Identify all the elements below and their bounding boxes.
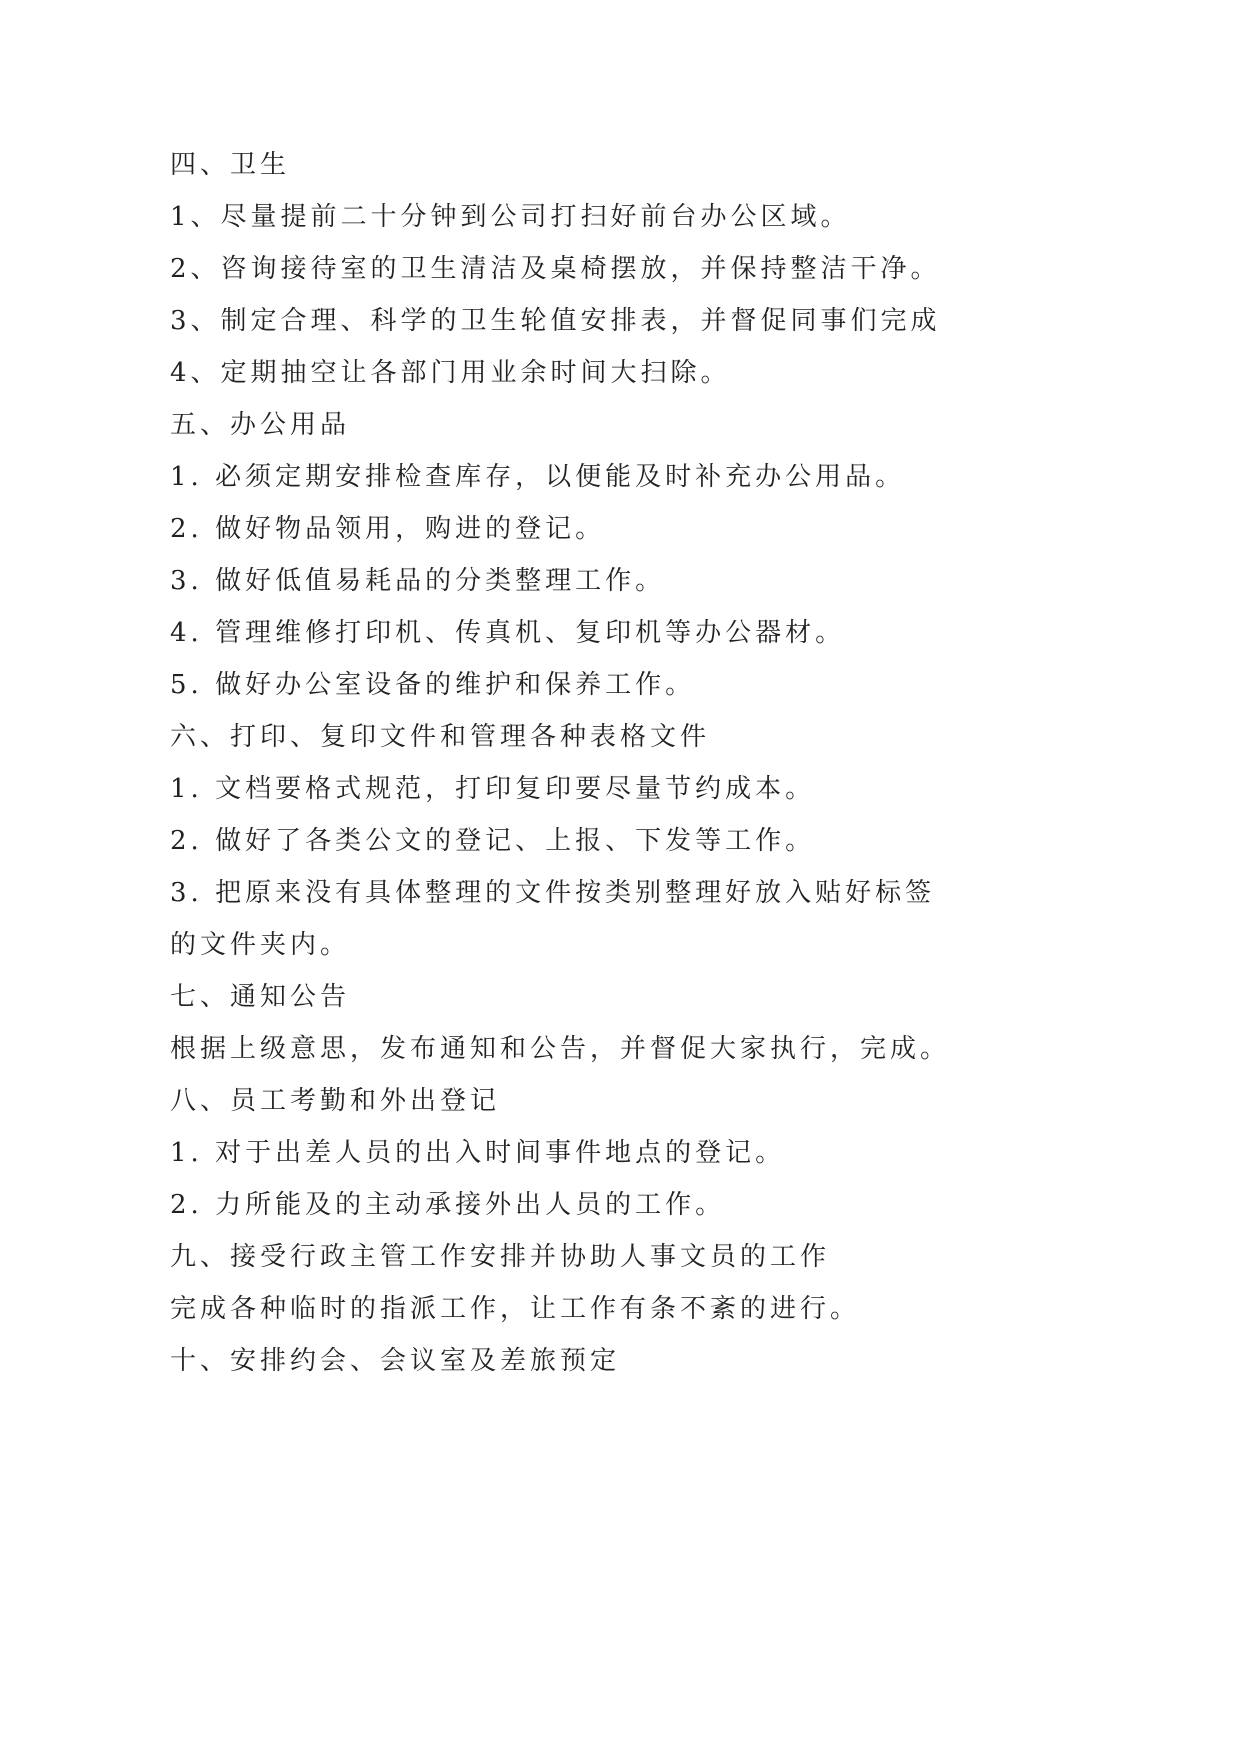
section-heading: 七、通知公告: [170, 982, 351, 1012]
list-item: 3. 把原来没有具体整理的文件按类别整理好放入贴好标签: [170, 878, 936, 908]
list-item: 1. 对于出差人员的出入时间事件地点的登记。: [170, 1138, 786, 1168]
list-item: 4、定期抽空让各部门用业余时间大扫除。: [170, 358, 731, 388]
list-item: 2、咨询接待室的卫生清洁及桌椅摆放，并保持整洁干净。: [170, 254, 941, 284]
list-item: 3. 做好低值易耗品的分类整理工作。: [170, 566, 666, 596]
section-admin-tasks: [170, 1231, 1170, 1335]
section-attendance: [170, 1075, 1170, 1231]
section-heading: 六、打印、复印文件和管理各种表格文件: [170, 722, 711, 752]
list-item: 完成各种临时的指派工作，让工作有条不紊的进行。: [170, 1294, 861, 1324]
section-office-supplies: [170, 399, 1170, 711]
section-heading: 五、办公用品: [170, 410, 351, 440]
section-notices: [170, 971, 1170, 1075]
section-heading: 十、安排约会、会议室及差旅预定: [170, 1346, 621, 1376]
list-item: 根据上级意思，发布通知和公告，并督促大家执行，完成。: [170, 1034, 951, 1064]
document-body: [170, 139, 1170, 1387]
section-hygiene: [170, 139, 1170, 399]
section-heading: 九、接受行政主管工作安排并协助人事文员的工作: [170, 1242, 831, 1272]
list-item: 1、尽量提前二十分钟到公司打扫好前台办公区域。: [170, 202, 851, 232]
section-heading: 四、卫生: [170, 150, 291, 180]
section-printing-documents: [170, 711, 1170, 971]
list-item: 2. 力所能及的主动承接外出人员的工作。: [170, 1190, 726, 1220]
section-heading: 八、员工考勤和外出登记: [170, 1086, 501, 1116]
list-item: 3、制定合理、科学的卫生轮值安排表，并督促同事们完成: [170, 306, 941, 336]
list-item: 5. 做好办公室设备的维护和保养工作。: [170, 670, 696, 700]
list-item-continuation: 的文件夹内。: [170, 930, 351, 960]
list-item: 1. 必须定期安排检查库存，以便能及时补充办公用品。: [170, 462, 906, 492]
section-appointments: [170, 1335, 1170, 1387]
list-item: 4. 管理维修打印机、传真机、复印机等办公器材。: [170, 618, 846, 648]
list-item: 1. 文档要格式规范，打印复印要尽量节约成本。: [170, 774, 816, 804]
list-item: 2. 做好物品领用，购进的登记。: [170, 514, 606, 544]
list-item: 2. 做好了各类公文的登记、上报、下发等工作。: [170, 826, 816, 856]
